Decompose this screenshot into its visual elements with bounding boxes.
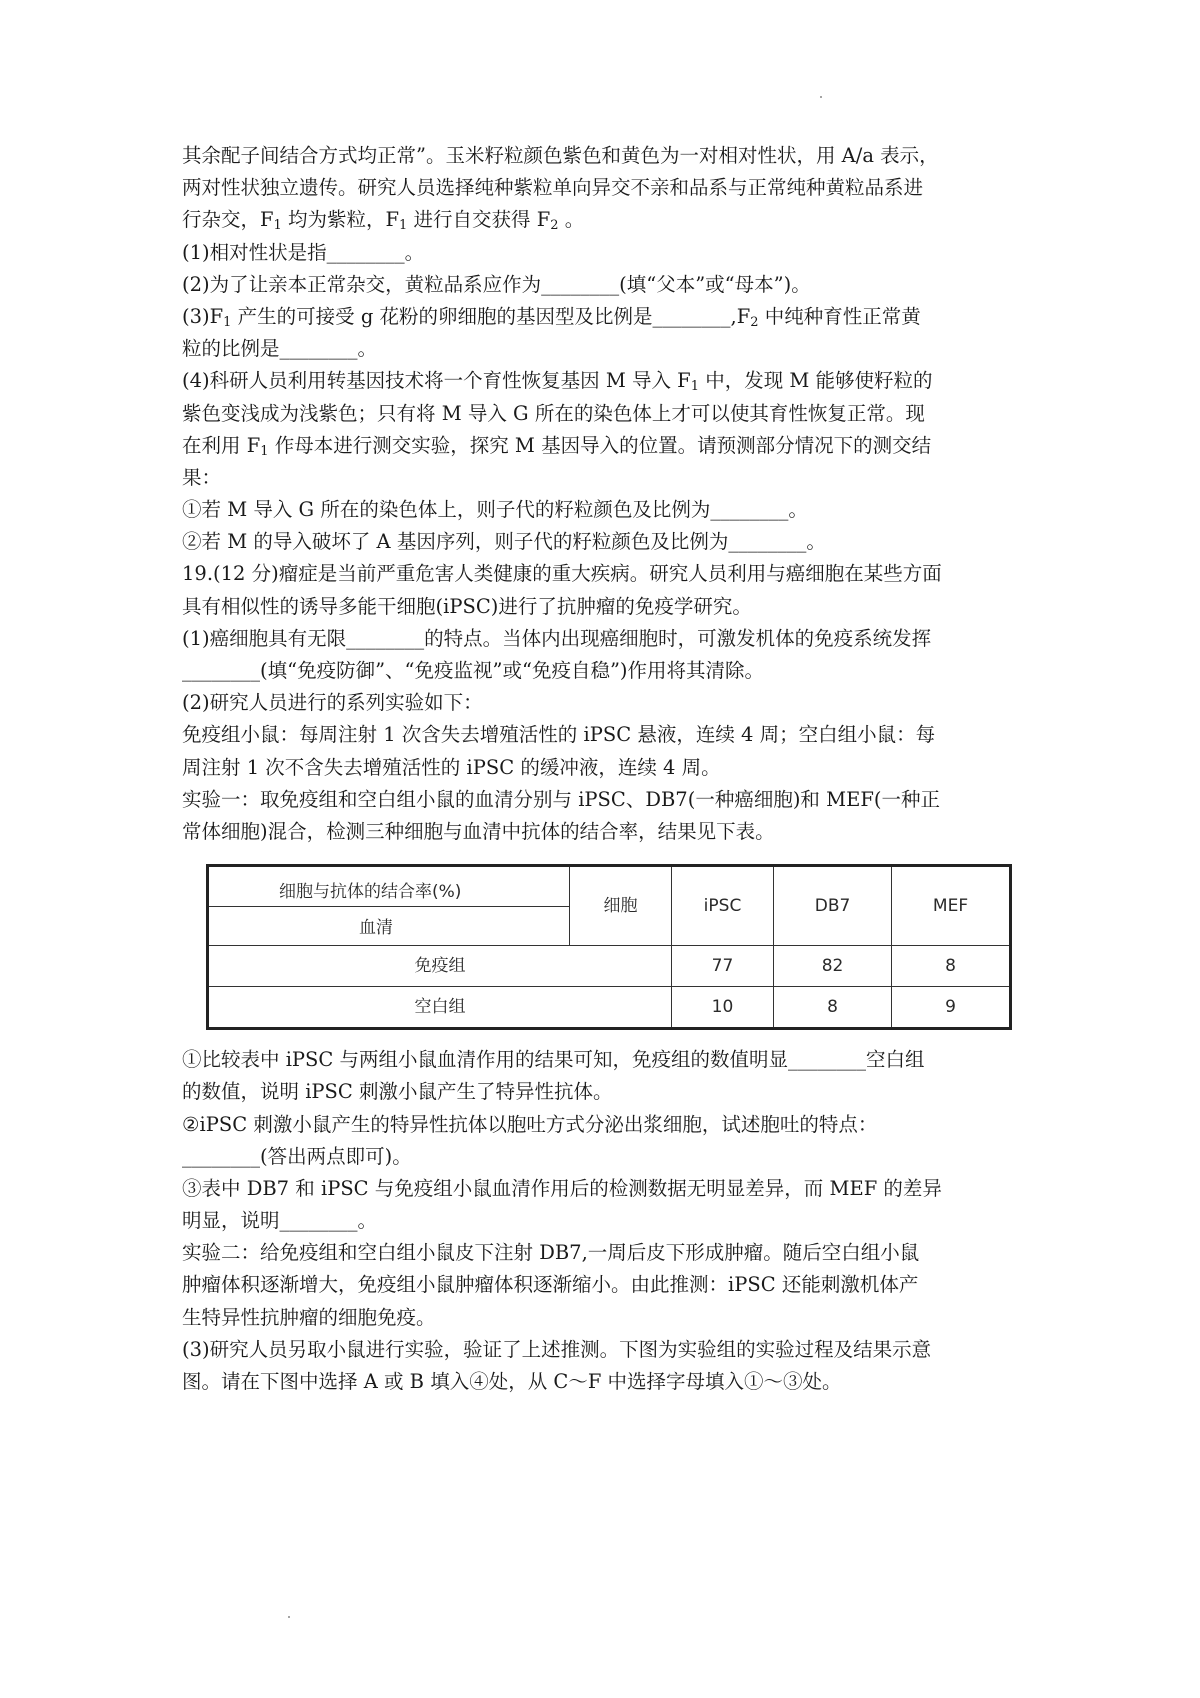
text-line: 免疫组小鼠：每周注射 1 次含失去增殖活性的 iPSC 悬液，连续 4 周；空白组小鼠：每 [182,723,936,747]
column-header-ipsc: iPSC [671,866,773,946]
text-line: 周注射 1 次不含失去增殖活性的 iPSC 的缓冲液，连续 4 周。 [182,755,721,779]
question-1: (1)相对性状是指________。 [182,240,425,264]
text-line: (1)癌细胞具有无限________的特点。当体内出现癌细胞时，可激发机体的免疫系统发挥 [182,626,932,650]
results-table [206,864,1012,1030]
table-cell: 8 [892,946,1011,987]
text-line: 常体细胞)混合，检测三种细胞与血清中抗体的结合率，结果见下表。 [182,819,775,843]
text-line: ②若 M 的导入破坏了 A 基因序列，则子代的籽粒颜色及比例为________。 [182,530,826,554]
text-line: (3)研究人员另取小鼠进行实验，验证了上述推测。下图为实验组的实验过程及结果示意 [182,1337,932,1361]
header-binding-rate: 细胞与抗体的结合率(%) [279,882,462,903]
column-header-mef: MEF [892,866,1011,946]
question-3: $(3)F_1$ 产生的可接受 g 花粉的卵细胞的基因型及比例是$\_\_\_\_\_\_\_\_,F_2$ 中纯种育性正常黄 [182,304,921,330]
text-line: ________(填“免疫防御”、“免疫监视”或“免疫自稳”)作用将其清除。 [182,659,765,682]
answer-line: ③表中 DB7 和 iPSC 与免疫组小鼠血清作用后的检测数据无明显差异，而 MEF 的差异 [182,1176,942,1200]
text-line: 图。请在下图中选择 A 或 B 填入④处，从 C～F 中选择字母填入①～③处。 [182,1370,842,1393]
text-line: 实验一：取免疫组和空白组小鼠的血清分别与 iPSC、DB7(一种癌细胞)和 MEF(一种正 [182,787,940,811]
results-table-wrapper [206,864,1012,1030]
answer-line: ②iPSC 刺激小鼠产生的特异性抗体以胞吐方式分泌出浆细胞，试述胞吐的特点： [182,1112,878,1136]
text-line: (2)研究人员进行的系列实验如下： [182,691,483,715]
document-page [182,140,1030,1398]
text-line: 实验二：给免疫组和空白组小鼠皮下注射 DB7,一周后皮下形成肿瘤。随后空白组小鼠 [182,1241,920,1265]
text-line: ________(答出两点即可)。 [182,1144,412,1168]
header-serum: 血清 [359,918,393,939]
table-cell: 77 [671,946,773,987]
text-line: 明显，说明________。 [182,1209,378,1233]
text-line: 具有相似性的诱导多能干细胞(iPSC)进行了抗肿瘤的免疫学研究。 [182,594,752,618]
text-line: ①若 M 导入 G 所在的染色体上，则子代的籽粒颜色及比例为________。 [182,498,808,522]
header-cell: 细胞 [570,866,672,946]
text-line: 紫色变浅成为浅紫色；只有将 M 导入 G 所在的染色体上才可以使其育性恢复正常。现 [182,401,925,425]
text-line: 的数值，说明 iPSC 刺激小鼠产生了特异性抗体。 [182,1080,613,1104]
answer-line: ①比较表中 iPSC 与两组小鼠血清作用的结果可知，免疫组的数值明显________空白组 [182,1048,925,1072]
row-label-blank: 空白组 [208,987,672,1029]
table-cell: 82 [774,946,892,987]
row-label-immune: 免疫组 [208,946,672,987]
text-line: 两对性状独立遗传。研究人员选择纯种紫粒单向异交不亲和品系与正常纯种黄粒品系进 [182,176,924,200]
scan-speck [288,1616,290,1618]
text-line: 行杂交，$F_1$ 均为紫粒，$F_1$ 进行自交获得 $F_2$ 。 [182,208,585,234]
table-cell: 9 [892,987,1011,1029]
table-cell: 8 [774,987,892,1029]
text-line: 粒的比例是________。 [182,337,378,361]
text-line: 果： [182,465,222,489]
scan-speck [820,96,822,98]
diagonal-header-cell [208,866,570,946]
table-cell: 10 [671,987,773,1029]
text-line: 其余配子间结合方式均正常”。玉米籽粒颜色紫色和黄色为一对相对性状，用 A/a 表示， [182,144,939,167]
question-2: (2)为了让亲本正常杂交，黄粒品系应作为________(填“父本”或“母本”)。 [182,272,811,296]
question-4: (4)科研人员利用转基因技术将一个育性恢复基因 M 导入 $F_1$ 中，发现 M 能够使籽粒的 [182,369,933,395]
text-line: 肿瘤体积逐渐增大，免疫组小鼠肿瘤体积逐渐缩小。由此推测：iPSC 还能刺激机体产 [182,1273,919,1297]
question-19-heading: 19.(12 分)瘤症是当前严重危害人类健康的重大疾病。研究人员利用与癌细胞在某些方面 [182,562,942,586]
text-line: 在利用 $F_1$ 作母本进行测交实验，探究 M 基因导入的位置。请预测部分情况下的测交结 [182,433,932,459]
column-header-db7: DB7 [774,866,892,946]
text-line: 生特异性抗肿瘤的细胞免疫。 [182,1305,436,1329]
